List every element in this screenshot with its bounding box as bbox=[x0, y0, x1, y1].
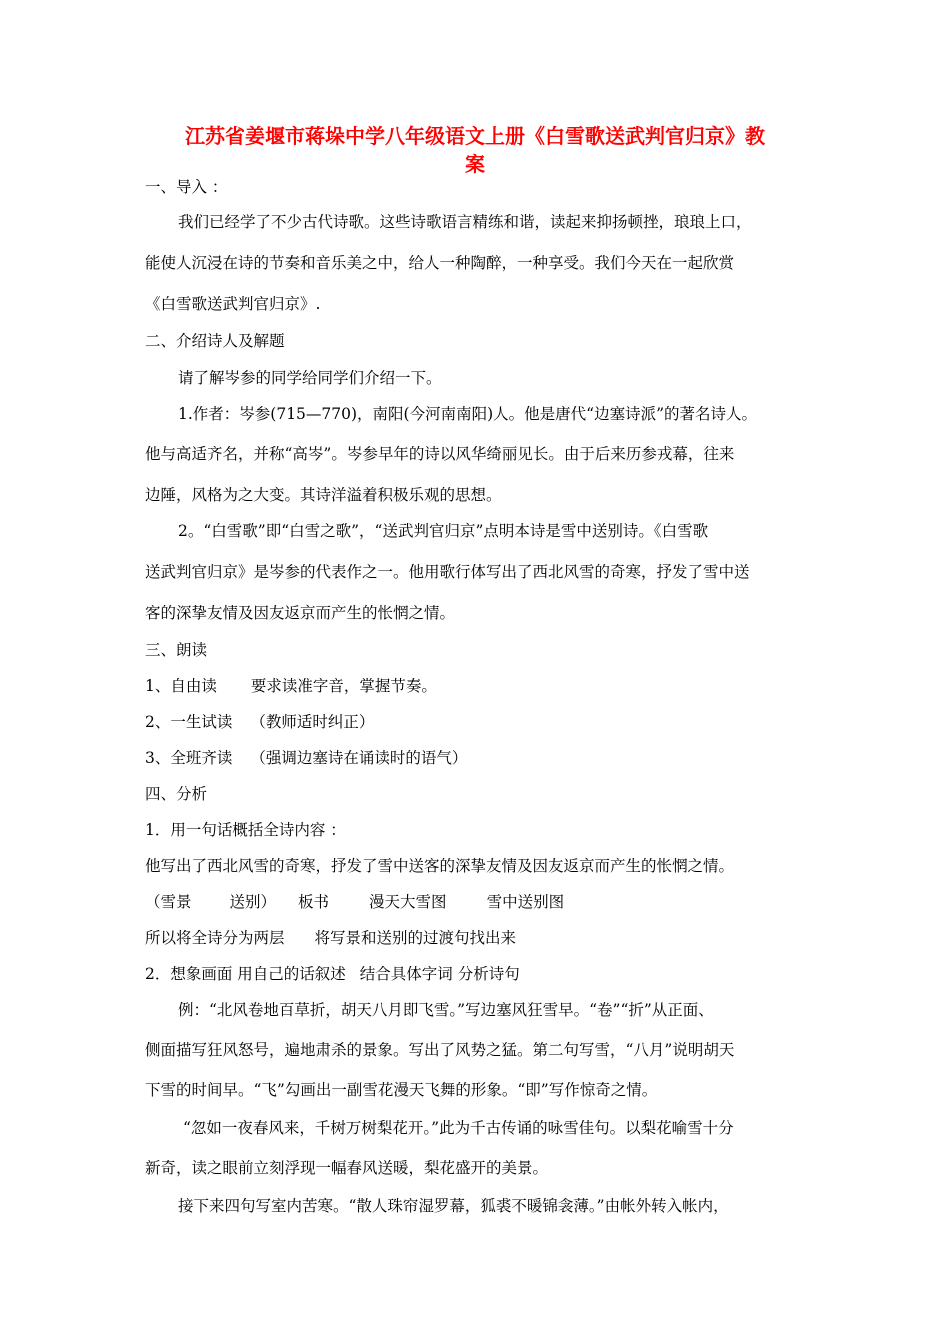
analysis-item-heading bbox=[145, 964, 520, 984]
paragraph-line: 能使人沉浸在诗的节奏和音乐美之中，给人一种陶醉，一种享受。我们今天在一起欣赏 bbox=[145, 254, 735, 272]
paragraph-line: 侧面描写狂风怒号，遍地肃杀的景象。写出了风势之猛。第二句写雪，“八月”说明胡天 bbox=[145, 1041, 735, 1059]
reading-item-label: 1、自由读 bbox=[145, 677, 217, 695]
paragraph-line: 边陲，风格为之大变。其诗洋溢着积极乐观的思想。 bbox=[145, 486, 502, 504]
paragraph-line: 请了解岑参的同学给同学们介绍一下。 bbox=[178, 369, 442, 387]
reading-item-note: （教师适时纠正） bbox=[250, 713, 375, 731]
section-heading-analysis: 四、分析 bbox=[145, 785, 208, 803]
title-line-2: 案 bbox=[465, 152, 485, 176]
board-note: 漫天大雪图 bbox=[369, 893, 447, 911]
paragraph-line: 他写出了西北风雪的奇寒，抒发了雪中送客的深挚友情及因友返京而产生的怅惘之情。 bbox=[145, 857, 735, 875]
reading-item-3 bbox=[145, 748, 467, 768]
board-note: （雪景 bbox=[145, 893, 192, 911]
board-note: 雪中送别图 bbox=[486, 893, 565, 911]
structure-note: 将写景和送别的过渡句找出来 bbox=[314, 929, 517, 947]
paragraph-line: 客的深挚友情及因友返京而产生的怅惘之情。 bbox=[145, 604, 456, 622]
reading-item-1 bbox=[145, 676, 437, 696]
paragraph-line: 新奇，读之眼前立刻浮现一幅春风送暖，梨花盛开的美景。 bbox=[145, 1159, 549, 1177]
section-heading-intro: 一、导入 ： bbox=[145, 178, 228, 196]
reading-item-label: 3、全班齐读 bbox=[145, 749, 233, 767]
board-notes-line bbox=[145, 892, 564, 912]
paragraph-line: 接下来四句写室内苦寒。“散人珠帘湿罗幕，狐裘不暖锦衾薄。”由帐外转入帐内， bbox=[178, 1197, 729, 1215]
paragraph-line: 他与高适齐名，并称“高岑”。岑参早年的诗以风华绮丽见长。由于后来历参戎幕，往来 bbox=[145, 445, 735, 463]
board-note: 板书 bbox=[298, 893, 330, 911]
paragraph-line: 1.作者：岑参(715—770)，南阳(今河南南阳)人。他是唐代“边塞诗派”的著名诗人。 bbox=[178, 405, 757, 423]
paragraph-line: 《白雪歌送武判官归京》. bbox=[145, 295, 321, 313]
reading-item-note: 要求读准字音，掌握节奏。 bbox=[250, 677, 437, 695]
analysis-item-heading: 1．用一句话概括全诗内容 ： bbox=[145, 821, 346, 839]
paragraph-line: 下雪的时间早。“飞”勾画出一副雪花漫天飞舞的形象。“即”写作惊奇之情。 bbox=[145, 1081, 658, 1099]
board-note: 送别） bbox=[229, 893, 277, 911]
analysis-note: 2．想象画面 用自己的话叙述 bbox=[145, 965, 346, 983]
structure-line bbox=[145, 928, 516, 948]
document-title bbox=[140, 122, 810, 178]
title-line-1: 江苏省姜堰市蒋垛中学八年级语文上册《白雪歌送武判官归京》教 bbox=[185, 124, 765, 148]
paragraph-line: 例：“北风卷地百草折，胡天八月即飞雪。”写边塞风狂雪早。“卷”“折”从正面、 bbox=[178, 1001, 714, 1019]
paragraph-line: 2。“白雪歌”即“白雪之歌”，“送武判官归京”点明本诗是雪中送别诗。《白雪歌 bbox=[178, 522, 709, 540]
section-heading-reading: 三、朗读 bbox=[145, 641, 208, 659]
reading-item-note: （强调边塞诗在诵读时的语气） bbox=[250, 749, 468, 767]
reading-item-label: 2、一生试读 bbox=[145, 713, 233, 731]
structure-note: 所以将全诗分为两层 bbox=[145, 929, 285, 947]
reading-item-2 bbox=[145, 712, 374, 732]
section-heading-poet: 二、介绍诗人及解题 bbox=[145, 332, 285, 350]
analysis-note: 结合具体字词 分析诗句 bbox=[359, 965, 520, 983]
paragraph-line: “忽如一夜春风来，千树万树梨花开。”此为千古传诵的咏雪佳句。以梨花喻雪十分 bbox=[183, 1119, 734, 1137]
paragraph-line: 我们已经学了不少古代诗歌。这些诗歌语言精练和谐，读起来抑扬顿挫，琅琅上口， bbox=[178, 213, 752, 231]
paragraph-line: 送武判官归京》是岑参的代表作之一。他用歌行体写出了西北风雪的奇寒，抒发了雪中送 bbox=[145, 563, 750, 581]
